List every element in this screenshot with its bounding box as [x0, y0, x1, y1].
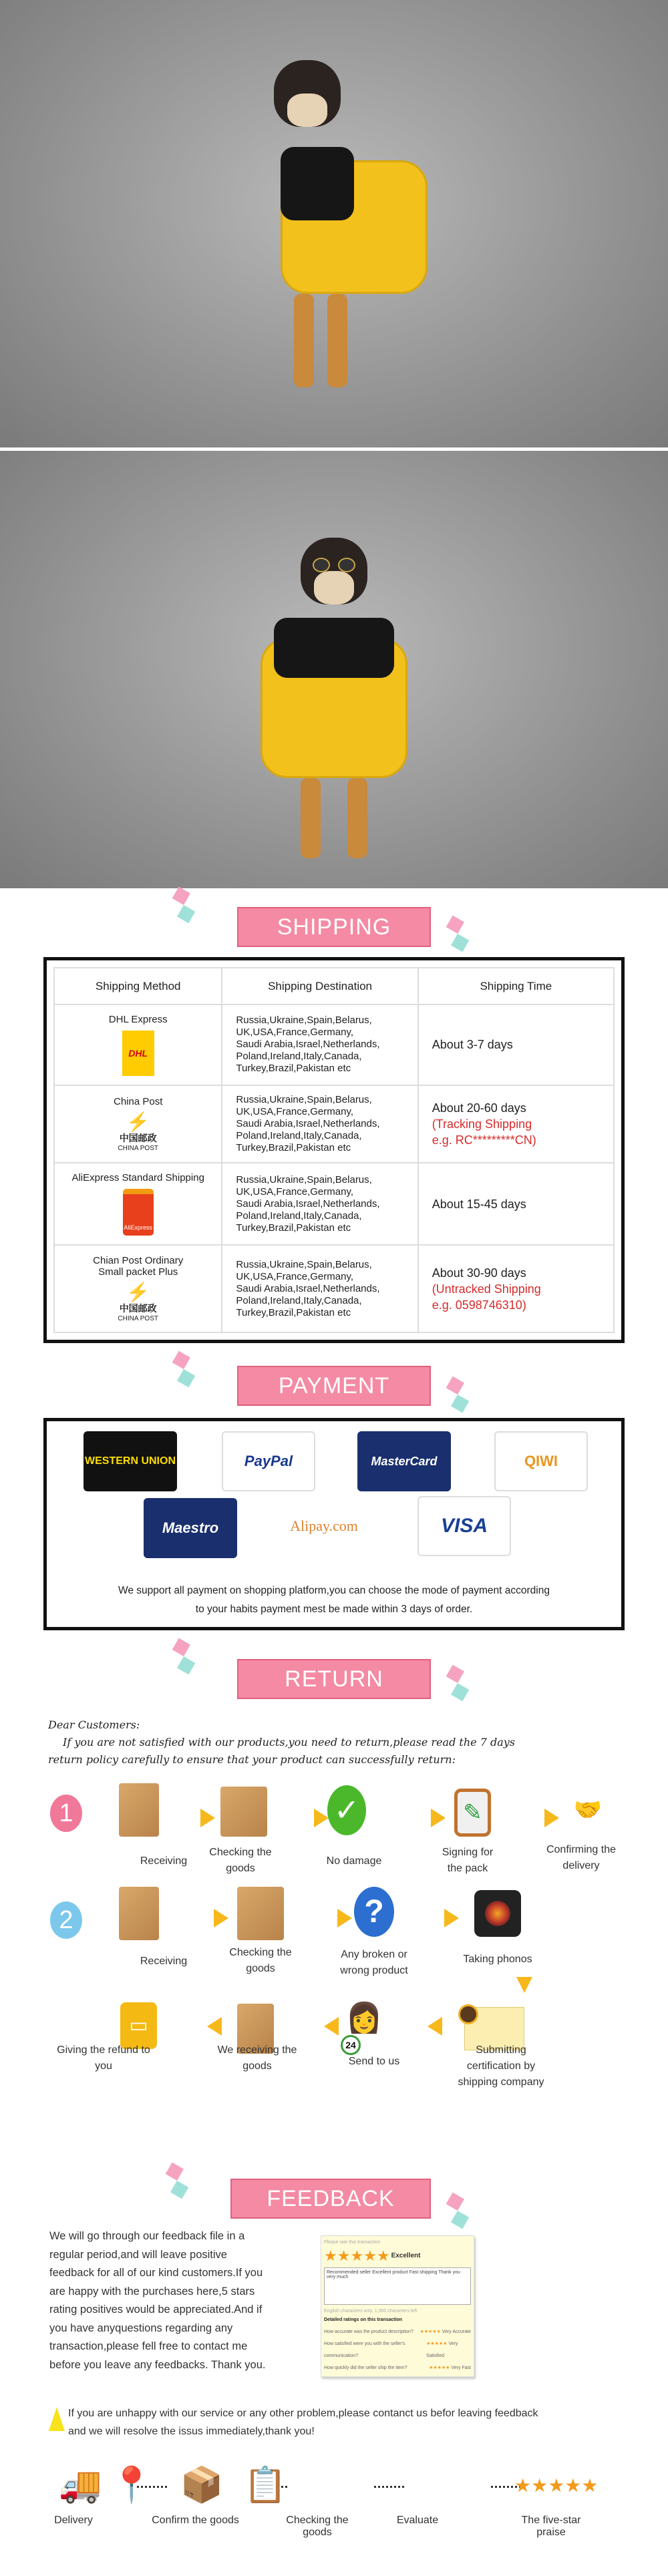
- process-label: The five-star praise: [521, 2515, 581, 2538]
- return-intro: return policy carefully to ensure that your product can successfully return:: [48, 1753, 456, 1766]
- table-row: AliExpress Standard Shipping AliExpress Russia,Ukraine,Spain,Belarus, UK,USA,France,Germany, Saudi Arabia,Israel,Netherlands, Poland,Ireland,Italy,Canada, Turkey,Brazil,Pakistan etc About 15-45 days: [54, 1163, 614, 1245]
- warning-text: If you are unhappy with our service or any other problem,please contanct us befor leaving feedback: [68, 2408, 538, 2419]
- step-number-1: 1: [50, 1795, 82, 1832]
- column-header: Shipping Method: [54, 968, 222, 1004]
- return-intro: If you are not satisfied with our products,you need to return,please read the 7 days: [63, 1736, 515, 1749]
- step-label: Send to us: [348, 2056, 400, 2067]
- payment-title: PAYMENT: [237, 1366, 431, 1406]
- step-label: Signing for the pack: [442, 1847, 494, 1874]
- comment-textarea[interactable]: Recommended seller Excellent product Fast shipping Thank you very much: [324, 2267, 471, 2305]
- arrow-right-icon: [337, 1909, 352, 1927]
- dog-in-jacket-image: [234, 60, 434, 407]
- step-label: Submitting certification by shipping company: [458, 2044, 544, 2088]
- arrow-right-icon: [544, 1809, 559, 1827]
- mastercard-logo: MasterCard: [357, 1431, 451, 1491]
- return-greeting: Dear Customers:: [48, 1718, 140, 1731]
- dhl-logo: DHL: [122, 1031, 154, 1076]
- clipboard-icon: 📋: [243, 2466, 287, 2505]
- western-union-logo: WESTERN UNION: [84, 1431, 177, 1491]
- warning-icon: [49, 2407, 65, 2431]
- step-label: Receiving: [140, 1855, 188, 1867]
- customer-service-icon: 👩 24: [344, 2000, 384, 2057]
- process-label: Checking the goods: [286, 2515, 349, 2538]
- column-header: Shipping Time: [418, 968, 614, 1004]
- open-box-icon: 📦: [180, 2466, 224, 2505]
- qiwi-logo: QIWI: [494, 1431, 588, 1491]
- handshake-icon: 🤝: [573, 1797, 603, 1823]
- map-pin-icon: 📍: [110, 2466, 154, 2505]
- open-box-icon: [220, 1787, 267, 1837]
- arrow-right-icon: [431, 1809, 446, 1827]
- alipay-logo: Alipay.com: [290, 1517, 358, 1534]
- step-label: Giving the refund to you: [57, 2044, 150, 2072]
- process-label: Evaluate: [396, 2515, 439, 2526]
- cube-decoration: [159, 2163, 196, 2199]
- china-post-logo-icon: ⚡: [126, 1111, 150, 1132]
- checkmark-icon: ✓: [327, 1785, 366, 1835]
- column-header: Shipping Destination: [222, 968, 418, 1004]
- arrow-right-icon: [444, 1909, 459, 1927]
- cube-decoration: [440, 916, 476, 952]
- product-photo-1: [0, 0, 668, 447]
- cube-decoration: [440, 2193, 476, 2229]
- shipping-table-box: [43, 957, 625, 1343]
- table-row: Chian Post Ordinary Small packet Plus ⚡ 中国邮政 CHINA POST Russia,Ukraine,Spain,Belarus, UK,USA,France,Germany, Saudi Arabia,Israel,Netherlands, Poland,Ireland,Italy,Canada, Turkey,Brazil,Pakistan etc About 30-90 days (Untracked Shipping e.g. 0598746310): [54, 1245, 614, 1332]
- cube-decoration: [440, 1665, 476, 1702]
- refund-card-icon: ▭: [120, 2002, 157, 2049]
- step-label: Confirming the delivery: [546, 1844, 617, 1871]
- arrow-right-icon: [200, 1809, 215, 1827]
- step-label: Taking phonos: [463, 1954, 532, 1965]
- product-photo-2: [0, 451, 668, 888]
- feedback-rating-panel: Please rate this transaction ★★★★★ Excellent Recommended seller Excellent product Fast shipping Thank you very much English characters only. 1,000 characters left Detailed ratings on this transaction How accurate was the product description? ★★★★★ Very Accurate How satisfied were you with the seller's communication? ★★★★★ Very Satisfied How quickly did the seller ship the item? ★★★★★ Very Fast: [321, 2235, 474, 2377]
- arrow-down-icon: [516, 1977, 532, 1993]
- shipping-title: SHIPPING: [237, 907, 431, 947]
- payment-note: We support all payment on shopping platform,you can choose the mode of payment according: [118, 1585, 550, 1596]
- method-name: DHL Express: [108, 1013, 168, 1025]
- pencil-sign-icon: ✎: [454, 1789, 491, 1837]
- step-label: We receiving the goods: [217, 2044, 297, 2072]
- arrow-left-icon: [428, 2017, 442, 2036]
- shipping-time: About 3-7 days: [432, 1038, 513, 1052]
- method-name: China Post: [114, 1095, 163, 1107]
- cube-decoration: [166, 887, 202, 924]
- step-label: Checking the goods: [209, 1847, 272, 1874]
- process-label: Confirm the goods: [152, 2515, 239, 2526]
- box-icon: [119, 1783, 159, 1837]
- table-row: China Post ⚡ 中国邮政 CHINA POST Russia,Ukraine,Spain,Belarus, UK,USA,France,Germany, Saudi Arabia,Israel,Netherlands, Poland,Ireland,Italy,Canada, Turkey,Brazil,Pakistan etc About 20-60 days (Tracking Shipping e.g. RC*********CN): [54, 1085, 614, 1163]
- step-label: Any broken or wrong product: [340, 1949, 408, 1976]
- aliexpress-logo: AliExpress: [123, 1189, 154, 1236]
- china-post-logo-icon: ⚡: [126, 1282, 150, 1303]
- visa-logo: VISA: [418, 1496, 511, 1556]
- method-name: Chian Post Ordinary Small packet Plus: [93, 1255, 184, 1278]
- feedback-text: We will go through our feedback file in a regular period,and will leave positive feedback for all of our kind customers.If you are happy with the purchases here,5 stars rating positives would be appreciated.And if you have anyquestions regarding any transaction,please fell free to contact me before you leave any feedbacks. Thank you.: [49, 2230, 266, 2371]
- process-label: Delivery: [54, 2515, 93, 2526]
- cube-decoration: [166, 1638, 202, 1675]
- delivery-truck-icon: 🚚: [58, 2466, 102, 2505]
- dog-in-jacket-sunglasses-image: [234, 538, 434, 872]
- step-label: No damage: [326, 1855, 382, 1867]
- table-row: DHL Express DHL Russia,Ukraine,Spain,Belarus, UK,USA,France,Germany, Saudi Arabia,Israel,Netherlands, Poland,Ireland,Italy,Canada, Turkey,Brazil,Pakistan etc About 3-7 days: [54, 1004, 614, 1085]
- box-icon: [119, 1887, 159, 1940]
- arrow-right-icon: [214, 1909, 228, 1927]
- shipping-table: [53, 967, 615, 1333]
- dotted-divider: [374, 2486, 404, 2488]
- rating-stars: ★★★★★: [324, 2247, 390, 2264]
- step-label: Receiving: [140, 1956, 188, 1967]
- camera-icon: [474, 1890, 521, 1937]
- paypal-logo: PayPal: [222, 1431, 315, 1491]
- payment-note: to your habits payment mest be made within 3 days of order.: [195, 1604, 473, 1615]
- arrow-right-icon: [314, 1809, 329, 1827]
- cube-decoration: [440, 1376, 476, 1413]
- maestro-logo: Maestro: [144, 1498, 237, 1558]
- return-title: RETURN: [237, 1659, 431, 1699]
- five-stars-icon: ★★★★★: [514, 2475, 599, 2496]
- open-box-icon: [237, 1887, 284, 1940]
- 24h-badge: 24: [341, 2035, 361, 2055]
- question-icon: ?: [354, 1887, 394, 1937]
- payment-box: [43, 1418, 625, 1630]
- step-label: Checking the goods: [229, 1947, 292, 1974]
- arrow-left-icon: [324, 2017, 339, 2036]
- step-number-2: 2: [50, 1901, 82, 1939]
- feedback-title: FEEDBACK: [230, 2179, 431, 2219]
- warning-text: and we will resolve the issus immediately,thank you!: [68, 2426, 315, 2437]
- cube-decoration: [166, 1351, 202, 1388]
- arrow-left-icon: [207, 2017, 222, 2036]
- method-name: AliExpress Standard Shipping: [71, 1172, 204, 1184]
